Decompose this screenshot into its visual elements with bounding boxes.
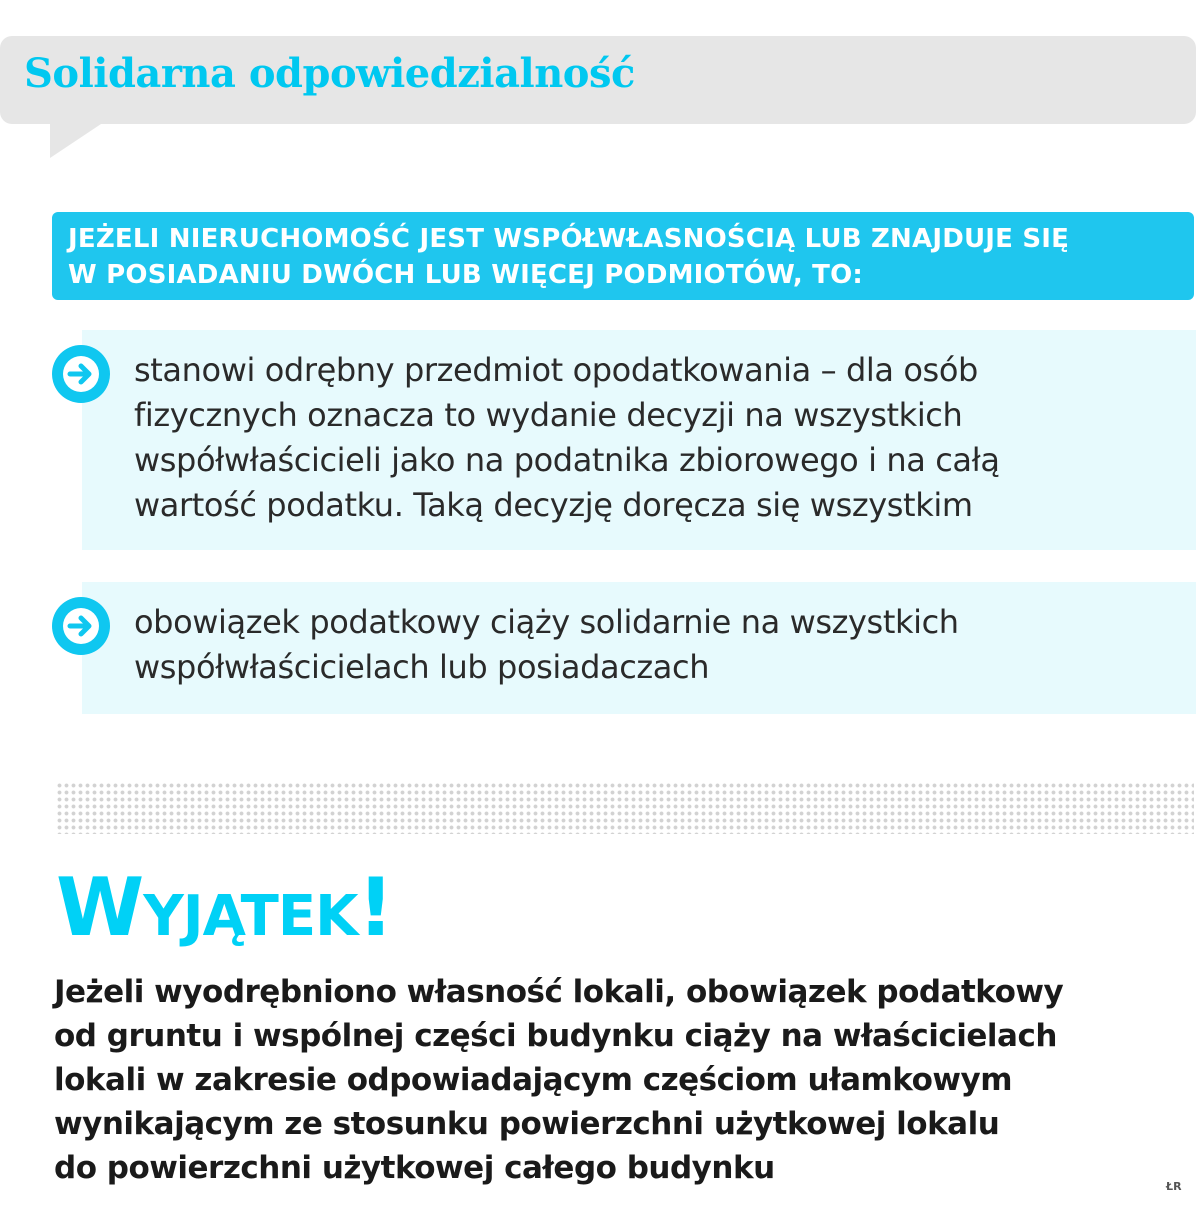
list-item-line: obowiązek podatkowy ciąży solidarnie na wszystkich (134, 603, 959, 641)
exception-line: do powierzchni użytkowej całego budynku (54, 1150, 775, 1186)
exception-line: wynikającym ze stosunku powierzchni użytkowej lokalu (54, 1106, 1000, 1142)
page-title: Solidarna odpowiedzialność (24, 50, 635, 97)
list-item-line: współwłaścicielach lub posiadaczach (134, 648, 710, 686)
list-item-line: współwłaścicieli jako na podatnika zbiorowego i na całą (134, 441, 1000, 479)
list-item-line: fizycznych oznacza to wydanie decyzji na wszystkich (134, 396, 963, 434)
exception-line: od gruntu i wspólnej części budynku ciąży na właścicielach (54, 1018, 1057, 1054)
list-item (134, 348, 1000, 528)
banner-line: JEŻELI NIERUCHOMOŚĆ JEST WSPÓŁWŁASNOŚCIĄ LUB ZNAJDUJE SIĘ (68, 224, 1070, 254)
exception-paragraph (54, 970, 1063, 1190)
author-credit: ŁR (1166, 1180, 1182, 1193)
exception-heading: Wyjątek! (56, 861, 393, 954)
exception-line: lokali w zakresie odpowiadającym częściom ułamkowym (54, 1062, 1013, 1098)
arrow-right-circle-icon (52, 597, 110, 655)
list-item-line: stanowi odrębny przedmiot opodatkowania – dla osób (134, 351, 978, 389)
arrow-right-circle-icon (52, 345, 110, 403)
banner-line: W POSIADANIU DWÓCH LUB WIĘCEJ PODMIOTÓW, TO: (68, 260, 864, 290)
exception-line: Jeżeli wyodrębniono własność lokali, obowiązek podatkowy (54, 974, 1064, 1010)
list-item (134, 600, 959, 690)
condition-banner (52, 212, 1194, 300)
dotted-divider (56, 782, 1194, 834)
title-bubble-tail (50, 122, 104, 158)
list-item-line: wartość podatku. Taką decyzję doręcza się wszystkim (134, 486, 973, 524)
